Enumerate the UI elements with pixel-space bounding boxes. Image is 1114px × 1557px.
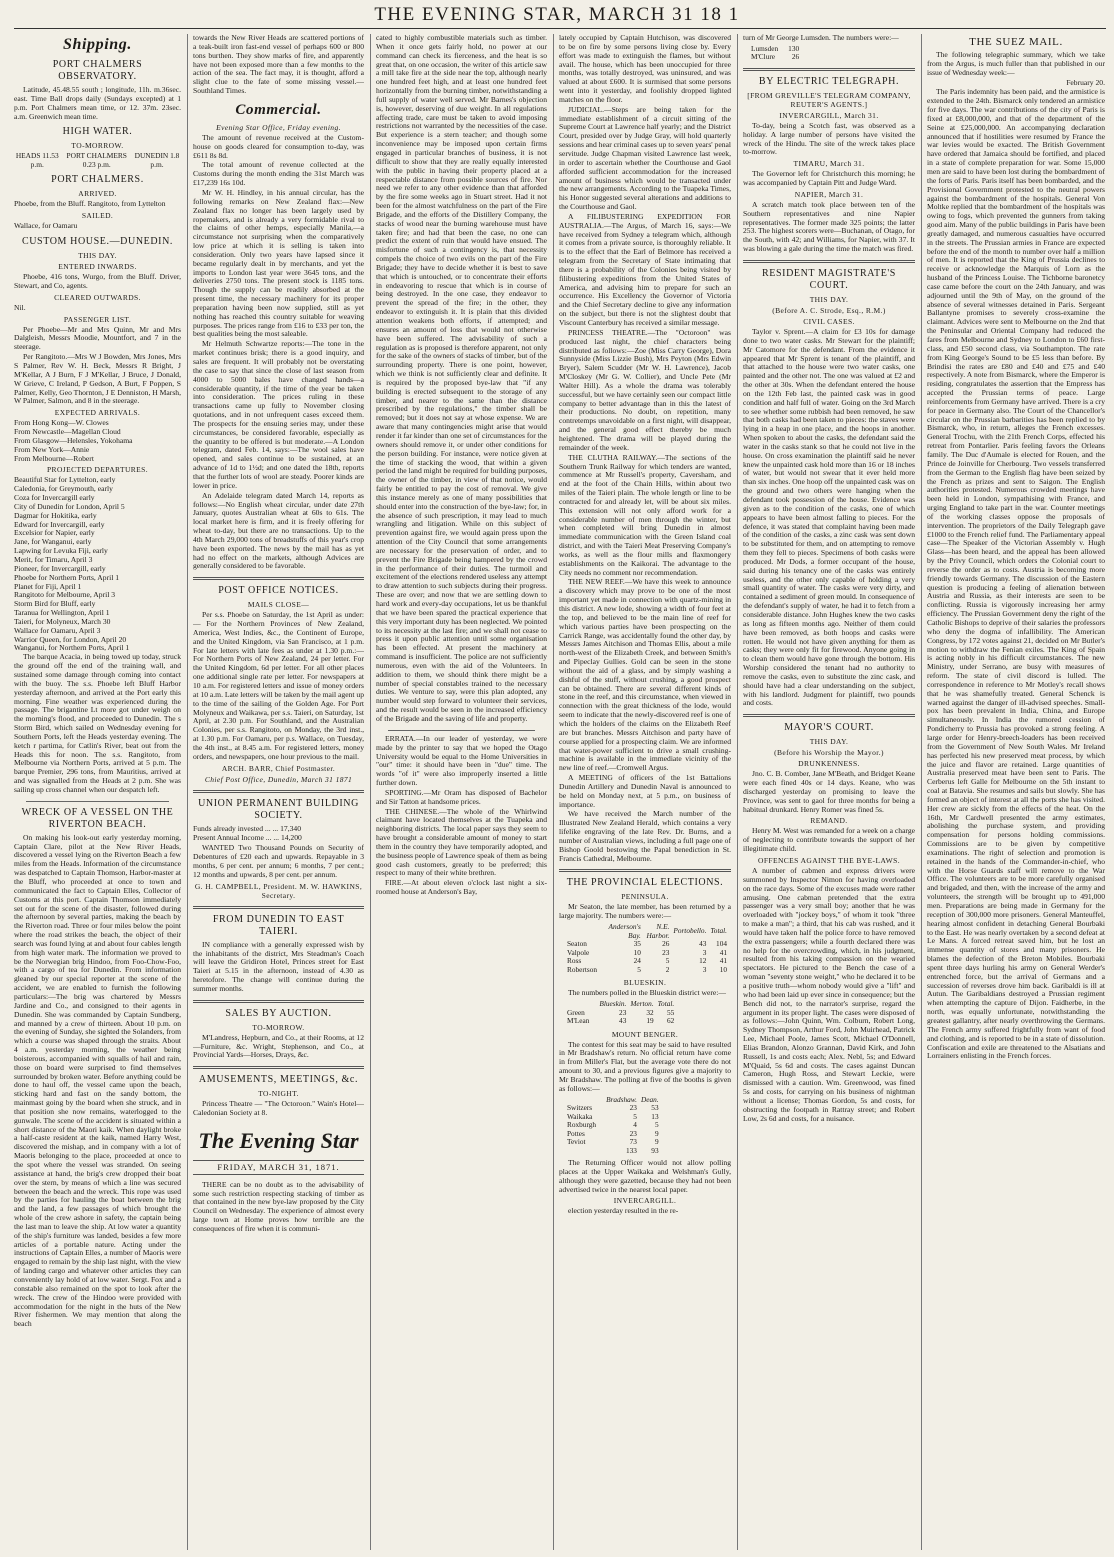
section-rule [26, 801, 169, 802]
expected-arrivals-list [14, 419, 181, 463]
mount-benger-sub: MOUNT BENGER. [611, 1029, 679, 1039]
blueskin-table [567, 1000, 678, 1026]
remand-text: Henry M. West was remanded for a week on a charge of neglecting to contribute towards the support of her illegitimate child. [743, 826, 915, 854]
table-row: Robertson 5 2 3 10 [567, 964, 727, 974]
observatory-heading: PORT CHALMERS OBSERVATORY. [52, 59, 143, 82]
arrived-label: ARRIVED. [78, 189, 117, 199]
auction-heading: SALES BY AUCTION. [225, 1007, 332, 1019]
custom-house-heading: CUSTOM HOUSE.—DUNEDIN. [21, 236, 174, 248]
column-2 [193, 34, 364, 1554]
tide-port-chalmers: PORT CHALMERS 0.23 p.m. [66, 151, 127, 169]
column-divider [553, 34, 554, 1550]
commercial-heading: Commercial. [235, 101, 322, 118]
table-row: Waikaka 5 13 [567, 1111, 659, 1121]
list-item: Rangitoto for Melbourne, April 3 [14, 590, 116, 600]
section-rule [193, 1066, 364, 1069]
table-row: Lumsden 130 [751, 43, 800, 53]
peninsula-text: Mr Seaton, the late member, has been returned by a large majority. The numbers were:— [559, 902, 731, 921]
union-society-heading: UNION PERMANENT BUILDING SOCIETY. [198, 797, 359, 821]
masthead: THE EVENING STAR, MARCH 31 18 1 [374, 4, 740, 25]
table-header-row: Blueskin. Merton. Total. [599, 999, 675, 1008]
list-item: From New York—Annie [14, 444, 90, 454]
column-1 [14, 34, 181, 1554]
blueskin-text: The numbers polled in the Blueskin district were:— [568, 988, 726, 998]
commercial-text-2: The total amount of revenue collected at the Customs during the month ending the 31st March was £17,239 16s 10d. [193, 160, 364, 188]
telegraph-dateline: INVERCARGILL, March 31. [779, 110, 879, 120]
section-rule [388, 730, 535, 731]
entered-label: ENTERED INWARDS. [58, 262, 137, 272]
telegraph-heading: BY ELECTRIC TELEGRAPH. [758, 75, 900, 87]
table-header-row: Anderson's Bay. N.E. Harbor. Portobello. Total. [608, 922, 727, 940]
wreck-continued-text: towards the New River Heads are scattered portions of a teak-built iron fast-end vessel of perhaps 600 or 800 tons burthen. They show marks of fire, and apparently have not been exposed more than a few months to the action of the sea. The fact may, it is thought, afford a slight clue to the fate of some missing vessel.—Southland Times. [193, 34, 364, 96]
section-rule [193, 577, 364, 580]
union-income: Present Annual Income ... ... 14,200 [193, 833, 302, 843]
passenger-list-label: PASSENGER LIST. [63, 314, 132, 324]
passenger-text-2: Per Rangitoto.—Mrs W J Bowden, Mrs Jones, Mrs S Palmer, Rev W. H. Beck, Messrs R Bright, J M'Kellar, A J Burn, F J M'Kellar, J Bruce, J Donald, W Grieve, C Ireland, P Gedson, A Burt, F Poppen, S Palmer, Kelly, Geo Thornton, J E Denniston, H Marsh, W Palmer, Salmon, and 8 in the steerage. [14, 352, 181, 406]
arrived-text: Phoebe, from the Bluff. Rangitoto, from Lyttelton [14, 199, 166, 209]
table-row: Green 23 32 55 [567, 1007, 675, 1017]
table-row: Roxburgh 4 5 [567, 1120, 659, 1130]
custom-house-day: THIS DAY. [78, 251, 117, 261]
list-item: Edward for Invercargill, early [14, 519, 105, 529]
list-item: Caledonia, for Greymouth, early [14, 484, 113, 494]
list-item: Excelsior for Napier, early [14, 528, 95, 538]
theatre-text: PRINCESS THEATRE.—The "Octoroon" was produced last night, the chief characters being distributed as follows:—Zoe (Miss Carry George), Dora Sunnyside (Miss Lizzie Bush), Mrs Peyton (Mrs Edwin Bryer), Salem Scudder (Mr W. H. Lawrence), Jacob M'Closkey (Mr G. W. Collier), and Uncle Pete (Mr Walter Hill). As a whole the drama was tolerably successful, but we have certainly seen our compact little company to better advantage than in this the latest of their productions. No doubt, on repetition, many contretemps unavoidable on a first night, will disappear, and the general good effect thereby be much heightened. The drama will be played during the remainder of the week. [559, 327, 731, 452]
auction-text: M'Landress, Hepburn, and Co., at their Rooms, at 12—Furniture, &c. Wright, Stephenson, and Co., at Provincial Yards—Horses, Drays, &c. [193, 1032, 364, 1060]
table-total-row: 133 93 [626, 1145, 659, 1155]
commercial-text-4: Mr Helmuth Schwartze reports:—The tone in the market continues brisk; there is a good inquiry, and sales are frequent. It will probably not be overstating the case to say that since the close of last season from 4000 to 5000 bales have changed hands—a considerable quantity, if the time of the year be taken into consideration. The prices ruling in these transactions came up fully to November closing quotations, and in not unfrequent cases exceed them. The prospects for the ensuing series may, under these circumstances, be considered favorable, especially as the quantity to be offered is but moderate.—A London telegram, dated Feb. 14, says:—The wool sales have opened, and sales continue to be sustained, at an advance of 1d to 1½d; and one dated the 18th, reports that the further lots of wool are steady. Poorer kinds are lower in price. [193, 339, 364, 490]
table-row: Ross 24 5 12 41 [567, 956, 727, 966]
list-item: From Newcastle—Magellan Cloud [14, 427, 121, 437]
editorial-masthead: The Evening Star [198, 1127, 359, 1153]
mails-close-label: MAILS CLOSE— [247, 600, 310, 610]
tide-table [14, 152, 181, 169]
bye-laws-text: A number of cabmen and express drivers were summoned by Inspector Nimon for having overloaded on the race days. Some of the excuses made were rather amusing. One cabman pretended that the extra passenger was a very small boy; another that he was overloaded with "jockey boys," of whom it took "three to make a man"; a third, that his cab was rushed, and it would have taken half the police force to have removed the extra passengers; while a fourth declared there was no help for the overcrowding, which, in his judgment, resulted from his taking compassion on the wearied spectators. He pictured to the Bench the case of a woman "seventy stone weight," who he declared it to be a positive truth—whom nobody would give a "lift" and who had been laid up ever since in consequence; but the Bench did not, to the narrator's surprise, regard the argument in its proper light. The cases were disposed of as follows:—John Quinn, Wm. Colburn, Robert Long, Sydney Thompson, Arthur Ford, John Muirhead, Patrick Lee, Michael Poole, James Scott, Michael O'Donnell, Elias Brandon, Alonzo Grannan, David Kirk, and John Russell, 1s and costs each; Alex. Nebl, 5s; and Edward M'Quaid, 5s 6d and costs. The cases against Duncan Cameron, Hugh Ross, and Stewart Leckie, were dismissed with a caution. Wm. Greenwood, was fined 5s and costs, for carrying on his business of nightman without a license; Thomas Gordon, 5s and costs, for obstructing the footpath in Rattray street; and Robert Low, 2s 6d and costs, for a nuisance. [743, 866, 915, 1123]
column-divider [921, 34, 922, 1550]
list-item: Coza for Invercargill early [14, 493, 95, 503]
mount-benger-after: The Returning Officer would not allow polling places at the Upper Waikaka and Welshman's Gully, although they were gazetted, because they had not been advertised twice in the nearest local paper. [559, 1158, 731, 1194]
table-header-row: Bradshaw. Dean. [606, 1094, 659, 1104]
editorial-dateline: FRIDAY, MARCH 31, 1871. [193, 1160, 364, 1175]
mount-benger-text: The contest for this seat may be said to have resulted in Mr Bradshaw's return. No official return have come in from Miller's Flat, but the average vote there do not amount to 30, and a previous figures give a majority to Mr Bradshaw. The polling at five of the booths is given as follows:— [559, 1039, 731, 1093]
mayors-court-day: THIS DAY. [809, 737, 849, 747]
invercargill-text: election yesterday resulted in the re- [568, 1206, 679, 1216]
east-taieri-text: IN compliance with a generally expressed wish by the inhabitants of the district, Mrs Steadman's Coach will leave the Gridiron Hotel, Princes street for East Taieri at 5.15 in the afternoon, instead of 4.30 as heretofore. The change will continue during the summer months. [193, 939, 364, 993]
amusements-heading: AMUSEMENTS, MEETINGS, &c. [198, 1074, 359, 1086]
port-chalmers-heading: PORT CHALMERS. [51, 174, 144, 186]
suez-mail-heading: THE SUEZ MAIL. [969, 36, 1063, 48]
high-water-sub: TO-MORROW. [71, 141, 124, 151]
remand-label: REMAND. [810, 816, 848, 826]
passenger-text-1: Per Phoebe—Mr and Mrs Quinn, Mr and Mrs Dalgleish, Messrs Moodie, Mountfort, and 7 in the steerage. [14, 324, 181, 352]
section-rule [193, 790, 364, 793]
shipping-news-text: The barque Acacia, in being towed up today, struck the ground off the end of the training wall, and sustained some damage through coming into contact with the buoy. The s.s. Phoebe left Bluff Harbor yesterday afternoon, and arrived at the Port early this morning. Fine weather was experienced during the passage. The brigantine Lt more got under weigh on the morning's flood, and proceeded to Dunedin. The s Storm Bird, which sailed on Wednesday evening for Southern Ports, left the Heads yesterday evening. The ketch r partima, for Catlin's River, beat out from the Heads this for noon. The s.s. Rangitoto, from Melbourne via Northern Ports, arrived at 5 p.m. The barque Premier, 296 tons, from Mauritius, arrived at and was signalled from the Heads at 2 p.m. She was sailing up cross channel when our despatch left. [14, 652, 181, 794]
mount-benger-table [567, 1096, 663, 1156]
commercial-text-3: Mr W. H. Hindley, in his annual circular, has the following remarks on New Zealand flax:—New Zealand flax no longer has been largely used by ropemakers, and is already a very formidable rival to the claims of other hemps, especially Manila,—a circumstance not surprising when the comparatively low price at which it is selling is taken into consideration. Only two years have lapsed since it became regularly dealt in by merchants, and yet the imports to London last year were 3645 tons, and the deliveries 2750 tons. The present stock is 1185 tons. Though the supply can be readily absorbed at the present time, the necessary machinery for its proper preparation having been now supplied, still as yet nothing has reached this country suitable for weaving purposes. The prices range from £16 to £33 per ton, the best qualities being the most saleable. [193, 187, 364, 339]
list-item: Planet for Fiji, April 1 [14, 581, 82, 591]
telegraph-text: A scratch match took place between ten of the Southern representatives and nine Napier representatives. The former made 325 points; the latter 253. The highest scorers were—Buchanan, of Otago, for the South, with 42; and Williams, for Napier, with 37. It was blowing a gale during the time the match was fired. [743, 199, 915, 254]
expected-arrivals-label: EXPECTED ARRIVALS. [54, 408, 141, 418]
wreck-heading: WRECK OF A VESSEL ON THE RIVERTON BEACH. [21, 806, 174, 830]
east-taieri-heading: FROM DUNEDIN TO EAST TAIERI. [212, 913, 345, 937]
judicial-text: JUDICIAL.—Steps are being taken for the immediate establishment of a circuit sitting of the Supreme Court at Lawrence half yearly; and the District Court, presided over by Judge Gray, will hold quarterly sessions and hear criminal cases up to seven years' penal servitude. Judge Chapman visited Lawrence last week, in order to ascertain whether the Courthouse and Gaol afforded sufficient accommodation for the increased amount of business which would be transacted under the new arrangements. According to the Tuapeka Times, his Honor suggested several alterations and additions to the Courthouse and Gaol. [559, 104, 731, 212]
list-item: City of Dunedin for London, April 5 [14, 501, 125, 511]
list-item: Taieri, for Molyneux, March 30 [14, 616, 111, 626]
amusements-text: Princess Theatre — "The Octoroon." Wain's Hotel—Caledonian Society at 8. [193, 1099, 364, 1118]
projected-departures-list [14, 476, 181, 653]
list-item: Jane, for Wanganui, early [14, 537, 92, 547]
tide-dunedin: DUNEDIN 1.8 p.m. [134, 151, 180, 169]
table-row: Seaton 35 26 43 104 [567, 939, 727, 949]
list-item: Phoebe for Northern Ports, April 1 [14, 572, 120, 582]
suez-date: February 20. [1066, 77, 1105, 87]
commercial-office-line: Evening Star Office, Friday evening. [216, 122, 341, 132]
table-row: Teviot 73 9 [567, 1137, 659, 1147]
observatory-text: Latitude, 45.48.55 south ; longitude, 11h. m.36sec. east. Time Ball drops daily (Sundays excepted) at 1 p.m. Port Chalmers mean time, or 12. 37m. 23sec. a.m. Greenwich mean time. [14, 85, 181, 121]
rm-civil-label: CIVIL CASES. [803, 316, 855, 326]
sporting-text: SPORTING.—Mr Oram has disposed of Bachelor and Sir Tatton at handsome prices. [376, 787, 547, 806]
section-rule [193, 906, 364, 909]
rm-court-day: THIS DAY. [809, 294, 849, 304]
invercargill-table [751, 45, 803, 62]
illustrated-herald-text: We have received the March number of the Illustrated New Zealand Herald, which contains a very lifelike engraving of the late Rev. Dr. Burns, and a number of Australian views, including a full page one of Bishop Goold bestowing the Papal benediction in St. Francis Cathedral, Melbourne. [559, 809, 731, 863]
list-item: Merit, for Timaru, April 3 [14, 555, 93, 564]
mayors-court-heading: MAYOR'S COURT. [784, 722, 874, 734]
editorial-text-start: THERE can be no doubt as to the advisability of some such restriction respecting stacking of timber as that contained in the new bye-law proposed by the City Council on Wednesday. The experience of almost every large town at Home proves how terrible are the consequences of fire when it is communi- [193, 1179, 364, 1233]
projected-departures-label: PROJECTED DEPARTURES. [46, 465, 149, 475]
fire-text: FIRE.—At about eleven o'clock last night a six-roomed house at Anderson's Bay, [376, 878, 547, 897]
shipping-heading: Shipping. [63, 36, 132, 53]
drunkenness-text: Jno. C. B. Comber, Jane M'Beath, and Bridget Keane were each fined 40s or 14 days. Keane, who was discharged yesterday on promising to leave the Province, was sent to gaol for three months for being a habitual drunkard. Henry Romer was fined 5s. [743, 769, 915, 814]
invercargill-continued: turn of Mr George Lumsden. The numbers were:— [743, 34, 899, 42]
list-item: Wallace for Oamaru, April 3 [14, 625, 101, 635]
tide-heads: HEADS 11.53 p.m. [15, 151, 59, 169]
column-6 [927, 34, 1105, 1554]
column-divider [187, 34, 188, 1550]
union-signature: G. H. CAMPBELL, President. M. W. HAWKINS, Secretary. [194, 881, 363, 900]
list-item: From Glasgow—Helensles, Yokohama [14, 435, 133, 445]
meeting-text: A MEETING of officers of the 1st Battalions Dunedin Artillery and Dunedin Naval is announced to be held on Monday next, at 5 p.m., on business of importance. [559, 773, 731, 809]
peninsula-table [567, 923, 731, 974]
blueskin-sub: BLUESKIN. [623, 978, 667, 988]
list-item: Wanganui, for Northern Ports, April 1 [14, 643, 130, 653]
wreck-text: On making his look-out early yesterday morning, Captain Clare, pilot at the New River Heads, discovered a vessel lying on the Riverton Beach a few miles from the Heads. Information of the circumstance was despatched to Captain Thomson, Harbor-master at the Bluff, who proceeded at once to town and communicated the fact to Captain Elles, Collector of Customs at this port. Captain Thomson immediately set out for the scene of the disaster, followed during the afternoon by several parties, making the beach by the Riverton road. Three or four miles below the point where the road strikes the beach, the object of their search was found lying at and about four cables length from high water mark. The information we proved to be the Norwegian brig Hindoo, from Foo-Chow-Foo, with a cargo of tea for Dunedin. From information gleaned by our special reporter at the scene of the accident, we are enabled to furnish the following particulars:—The brig was chartered by Messrs Jardine and Co., and consigned to their agents in Dunedin. She was commanded by Captain Sundberg, and manned by a crew of thirteen. About 10 p.m. on the evening of Sunday, she sighted the Solanders, from which a course was shaped through the straits. About 4 a.m. yesterday morning, the weather being boisterous, accompanied with squalls of hail and rain, those on board were surprised to find themselves surrounded by broken water. Before anything could be done to haul off, the vessel came upon the beach, sticking hard and fast on the sandy bottom, the mainmast going by the board when she struck, and in that position she now remains, waterlogged to the gunwale. The scene of the accident is situated within a short distance of the Maori kaik. When daylight broke a half-caste resident at the kaik, named Harry West, discovered the mishap, and in company with a lot of Maoris belonging to the place, proceeded at once to the spot where the vessel was stranded. On seeing assistance at hand, the brig's crew dropped their boat over the stern, by means of which a line was secured between the beach and the wreck. This rope was used by the parties for hauling the boat between the brig and the land, a few passages of which brought the whole of the crew ashore in safety, the captain being the last man to leave the ship. At low water a quantity of the ship's furniture was landed, besides a few more articles of a portable nature. Acting under the instructions of Captain Elles, a number of Maoris were engaged to remain by the ship last night, with the view of landing cargo and whatever other articles they can conveniently lay hold of at low water. Sergt. Fox and a constable also remained on the spot to look after the wreck. The crew of the Hindoo were provided with accommodation for the night in the huts of the New River fishermen. We may mention that along the beach [14, 832, 181, 1329]
peninsula-sub: PENINSULA. [621, 892, 669, 902]
column-5 [743, 34, 915, 1554]
clutha-railway-text: THE CLUTHA RAILWAY.—The sections of the Southern Trunk Railway for which tenders are wanted, commence at Mr Russell's property, Caversham, and end at the foot of the Chain Hills, within about two miles of the Taieri plain. The whole length or line to be contracted for and already let, will be about six miles. This extension will not only afford work for a considerable number of men through the winter, but when completed will bring Dunedin in almost immediate communication with the Green Island coal district, and with the Taieri Meat Preserving Company's works, as well as the flour mills and flaxmongery establishments on the Kaikorai. The advantage to the City needs no comment nor recommendation. [559, 452, 731, 577]
table-row: Pottes 23 9 [567, 1128, 659, 1138]
section-rule [743, 260, 915, 263]
suez-intro: The following telegraphic summary, which we take from the Argus, is much fuller than that published in our issue of Wednesday week:— [927, 50, 1105, 77]
list-item: Taranua for Wellington, April 1 [14, 608, 110, 618]
table-row: Valpole 10 23 3 41 [567, 947, 727, 957]
union-text: WANTED Two Thousand Pounds on Security of Debentures of £20 each and upwards. Repayable in 3 months, 6 per cent. per annum; 6 months, 7 per cent.; 12 months and upwards, 8 per cent. per annum. [193, 843, 364, 879]
column-divider [737, 34, 738, 1550]
drunkenness-label: DRUNKENNESS. [798, 759, 860, 769]
section-rule [193, 1000, 364, 1003]
section-rule [743, 714, 915, 717]
list-item: Lapwing for Levuka Fiji, early [14, 546, 108, 556]
cleared-text: Nil. [14, 302, 26, 312]
rm-court-text: Taylor v. Sprent.—A claim for £3 10s for damage done to two water casks. Mr Stewart for the plaintiff; Mr Catomore for the defendant. From the evidence it appeared that Mr Sprent is tenant of the plaintiff, and that attached to the house were two water casks, one painted and the other not. The one was valued at £2 and the other at 30s. When the defendant entered the house on the 12th Feb last, the painted cask was in good condition and half full of water. Going on the 3rd March to see whether some rubbish had been removed, he saw that both casks had been taken to pieces: the staves were lying in a heap in one place, and the hoops in another. When spoken to about the casks, the defendant said the water in the casks stank so that he could not live in the house. On cross examination the plaintiff said he never knew the unpainted cask hold more than 16 or 18 inches of water, but would not swear that it ever held more than six inches. One hoop off the unpainted cask was on the ground and two others were hanging when the defendant took possession of the house. Evidence was given as to the condition of the casks, one of which appears to have been almost falling to pieces. For the defence, it was stated that complaint having been made of the condition of the casks, a zinc cask was sent down to be substituted for them, and on attempting to remove them they fell to pieces. Specimens of both casks were produced. Mr Dods, a former occupant of the house, said during his tenancy one of the casks was entirely useless, and the other only capable of holding a very small quantity of water. The casks were very dirty, and contained a sediment of green mould. In consequence of the defendant's supply of water, he had it to fetch from a considerable distance. John Hughes knew the two casks as long as fifteen months ago. Neither of them could have been removed, as both hoops and casks were rotten. He would not have given anything for them as casks; they were only fit for firewood. Anyone going in to clean them would have gone through the bottom. His Worship considered the tenant had no authority to remove the casks, even to substitute the zinc cask, and should have had a clear understanding on the subject, with his landlord. Judgment for plaintiff, two pounds and costs. [743, 326, 915, 708]
union-funds: Funds already invested ... ... 17,340 [193, 823, 301, 833]
telegraph-dateline: TIMARU, March 31. [793, 159, 865, 169]
list-item: Warrior Queen, for London, April 20 [14, 634, 127, 644]
telegraph-source: [FROM GREVILLE'S TELEGRAM COMPANY, REUTER'S AGENTS.] [747, 90, 911, 109]
post-office-text: Per s.s. Phoebe on Saturday, the 1st April as under:— For the Northern Provinces of New Zealand, America, West Indies, &c., the Continent of Europe, and the United Kingdom, via San Francisco, at 1 p.m. For late letters with late fees as under at 1.30 p.m.:— For Northern Ports of New Zealand, 24 per letter. For the United Kingdom, 6d per letter. For all other places one additional single rate per letter. For newspapers at 10 a.m. For registered letters and issue of money orders at 10 a.m. Late letters will be taken by the mail agent up to the time of the sailing of the Golden Age. For Port Molyneux and Waikawa, per s.s. Taieri, on Saturday, 1st April, at 2.30 p.m. For Southland, and the Australian Colonies, per s.s. Rangitoto, on Monday, the 3rd inst., at 1.30 p.m. For Oamaru, per p.s. Wallace, on Tuesday, the 4th inst., at 8.45 a.m. For registered letters, money orders, and newspapers, one hour previous to the mail. [193, 610, 364, 761]
sailed-label: SAILED. [81, 211, 114, 221]
entered-text: Phoebe, 416 tons, Wurgo, from the Bluff. Driver, Stewart, and Co, agents. [14, 272, 181, 290]
suez-text: The Paris indemnity has been paid, and the armistice is extended to the 24th. Bismarck only tendered an armistice for five days. The war contributions of the city of Paris is fixed at £8,000,000, and that of the department of the Seine at £25,000,000. An accompanying declaration announced that if hostilities were resumed by France the war levies would be exacted. The British Government have ordered that Jamaica should be fortified, and placed in a state of complete preparation for war. Some 15,000 men are said to have been lost during the bombardment of the forts of Paris. Paris itself has been bombarded, and the Provisional Government protested to the neutral powers against the bombardment of the hospitals. General Von Moltke replied that the bombardment of the hospitals was owing to fogs, which prevented the gunners from taking good aim. Many of the public buildings in Paris have been greatly damaged, and numerous casualties have occurred in the streets. The Prussian armies in France are expected before the end of the month to number over half a million of men. It is reported that the King of Prussia declines to receive or acknowledge the Marquis of Lorn as the husband of the Princess Louise. The Tichborne baronetcy case came before the court on the 24th January, and was adjourned until the 9th of May, on the ground of the absence of several witnesses detained in Paris. Sergeant Ballantyne promises to severely cross-examine the claimant. Advices were sent to Melbourne on the 2nd that the Peninsular and Oriental Company had reduced the fares from Melbourne and Sydney to London to £60 first-class, and £50 second class, via Southampton. The rate from King George's Sound to be £5 less than before. By Brindisi the rates are £80 and £40 and £75 and £40 respectively. A note from Bismarck, where the Emperor is residing, congratulates the assertion that the Empress has accepted the Prussian terms of peace. Large reinforcements from Germany have arrived. There is a cry for peace in Germany also. The Court of the Chancellor's circular on the Prussian barbarities has been replied to by Bismarck, who, in return, alleges the French excesses. General Trochu, with the 21th French Corps, effected his retreat from Pontarlier. Paris feeling favors the Orleans family. The Duc d'Aumale is elected for Rouen, and the Prince de Joinville for Cherbourg. Two vessels transferred from the German to the English flag have been seized by the French as prizes and sent to Saigon. The English authorities protested. Numerous crowded meetings have been held in London, sympathising with France, and urging England to take part in the war. Counter meetings of the working classes oppose the proposals of intervention. The proprietors of the Daily Telegraph gave £1000 to the French relief fund. The Parliamentary appeal case—The Speaker of the Victorian Assembly v. Hugh Glass—has been heard, and the appeal has been allowed by the Privy Council, which orders the Colonial court to reverse the order as to costs. Austria is becoming more friendly towards Germany. The discussion of the Eastern question is producing a feeling of alienation between Austria and Russia, as their interests are seen to be conflicting. Russia is vigorously increasing her army efficiency. The Prussian Government deny the right of the Catholic Bishops to deprive of their salaries the professors who deny the dogma of infallibility. The American Congress, by 172 votes against 21, decided on Mr Butler's motion to withdraw the Fenian exiles. The King of Spain is acting nobly in his difficult circumstances. The new Ministry, under Serrano, are busy with measures of reform. The state of civil discord is lulled. The correspondence in reference to Mr Motley's recall shows that he was shamefully treated. General Schenck is warned against the danger of ill-advised speeches. Small-pox has been prevalent in India, China, and Europe simultaneously. In India the rumored cession of Pondicherry to Prussia has provoked a strong feeling. A large order for Henry-breech-loaders has been received from the Government of New South Wales. Mr Ireland has perfected his new preserved meat process, by which the juice and flavor are retained. Large quantities of Australia preserved meat have been sent to Paris. The Cerberus left Galle for Melbourne on the 5th instant to coal at Batavia. She resumes and sails but slowly. She has formed an object of interest at all the ports she has visited. Her crew are sickly from the effects of the heat. On the 16th, Mr Cardwell presented the army estimates, abolishing the purchase system, and providing compensation for persons holding commissions. Commissions are to be given by competitive examinations. The right of selection and promotion is retained in the hands of the Commander-in-chief, who with the Horse Guards staff will remove to the War Office. The volunteers are to be more carefully organised and brigaded, and then, with the increase of the army and volunteers, the strength will be brought up to 491,000 men. Preparations are being made in Germany for the reception of 300,000 more prisoners. General Manteuffel, hearing almost confident in detaching General Bourbaki to the East. He was nearly overtaken by a second defeat at Le Mans. A forced retreat saved him, but he lost an immense quantity of stores and many prisoners. He blames the defection of the Breton Mobiles. Bourbaki spent three days hurling his army on General Werder's entrenched force, but the arrival of Germans and a succession of reverses drove him back. Garibaldi is ill at Autun. The Garibaldians destroyed a Prussian regiment when attempting the capture of Dijon. Faidherbe, in the north, was equally unfortunate, notwithstanding the greatest gallantry, after nearly overthrowing the Germans. The French army suffered frightfully from want of food and clothing, and is reported to be in a state of dissolution. Confiscation and exile are threatened to the Alsatians and Lorrainers enlisting in the French forces. [927, 87, 1105, 1061]
section-rule [559, 869, 731, 872]
list-item: Pioneer, for Invercargill, early [14, 563, 106, 573]
fire-continued-text: lately occupied by Captain Hutchison, was discovered to be on fire by some persons living close by. Every effort was made to extinguish the flames, but without avail. The house, which has been unoccupied for three months, was totally destroyed, was uninsured, and was valued at about £600. It is surmised that some persons went into it yesterday, and foolishly dropped lighted matches on the floor. [559, 34, 731, 104]
sailed-text: Wallace, for Oamaru [14, 221, 78, 231]
rm-court-heading: RESIDENT MAGISTRATE'S COURT. [762, 267, 896, 291]
telegraph-dateline: NAPIER, March 31. [794, 189, 864, 199]
column-divider [370, 34, 371, 1550]
bye-laws-label: OFFENCES AGAINST THE BYE-LAWS. [758, 856, 900, 865]
table-row: M'Lean 43 19 62 [567, 1016, 675, 1025]
telegraph-text: The Governor left for Christchurch this morning; he was accompanied by Captain Pitt and Judge Ward. [743, 169, 915, 188]
filibuster-text: A FILIBUSTERING EXPEDITION FOR AUSTRALIA.—The Argus, of March 16, says:—We have received from Sydney a telegram which, although it comes from a private source, is thoroughly reliable. It is to the effect that the Earl of Belmore has received a telegram from the Secretary of State intimating that there is a probability of the Colonies being visited by filibustering expeditions from the United States of America, and advising him to prepare for such an occurrence. His Excellency the Governor of Victoria and the Chief Secretary decline to give any information on the subject, but there is not the slightest doubt that Viscount Canterbury has received a similar message. [559, 211, 731, 327]
editorial-text: cated to highly combustible materials such as timber. When it once gets fairly hold, no power at our command can check its fierceness, and the heat is so great that, on one occasion, the writer of this article saw a mill take fire at the side near the top, although nearly one hundred feet high, and at least one hundred feet horizontally from the burning timber, notwithstanding a full supply of water well served. Mr Barnes's objection is, however, deserving of due weight. In all regulations affecting trade, care must be taken to avoid imposing restrictions not warranted by the necessities of the case. But experience is a stern teacher; and though some inconvenience may be imposed upon certain firms engaged in particular branches of business, it is not difficult to show that they are really equally interested with the public in having their property placed at a respectable distance from possible sources of fire. Nor need we refer to any other evidence than that afforded by the fire some weeks ago in Stuart street. Had it not been for the almost watchfulness on the part of the Fire Brigade, and the efforts of the Distillery Company, the stacks of wood near the burning warehouse must have taken fire; and had that been the case, no one can predict the extent of ruin that would have ensued. The misfortune of such a contingency is, that necessity compels the choice of two evils on the part of the Fire Brigade; they have to decide whether it is best to save that which is untouched, or to concentrate their efforts in endeavoring to rescue that which is in course of being destroyed. In the one case, they endeavor to prevent the spread of the fire; in the other, they endeavor to extinguish it. It is plain that this divided attention weakens both efforts, if attempted; and ensures an amount of loss that would not otherwise have been suffered. The advisability of such a regulation as is proposed is therefore apparent, not only for the sake of the owners of stacks of timber, but of the surrounding property. There is one point, however, which we think is not sufficiently clear and definite. It is required by the proposed bye-law that "if any building is erected subsequent to the storage of any timber, and nearer to the same than the distance prescribed by the regulations," the timber shall be removed; but it does not say at whose expense. We are aware that many contingencies might arise that would render it far kinder than one set of circumstances for the owners should remove it, or under other conditions for the person building. For instance, were notice given at the time of stacking the wood, that within a given period the land might be required for building purposes, the owner of the timber, in view of that notice, would fairly be entitled to pay the cost of removal. We give this instance merely as one of many possibilities that should enter into the construction of the bye-law; for, in the absence of such prescription, it may lead to much wrangling and litigation. While on this subject of prevention against fire, we would again press upon the attention of the City Council that some arrangements are necessary for the preservation of order, and to prevent the Fire Brigade being hampered by the crowd in the performance of their duties. The turmoil and excitement of the elections rendered useless any attempt to draw attention to such subjects during their progress. These are over; and now that we are settling down to hard work and every-day occupations, let us be thankful that we have been spared the practical experience that this very important duty has been neglected. We pointed to its necessity at the last fire; and we shall not cease to press it upon public attention until some organisation has been effected. At present the machinery at command is insufficient. The police are not sufficiently numerous, even with the aid of the Volunteers. In addition to them, we should think there might be a number of special constables trained to the necessary duties. We venture to say, were this plan adopted, any number would step forward to volunteer their services, and the result would be seen in the increased efficiency of the Brigade and the saving of life and property. [376, 34, 547, 723]
column-4 [559, 34, 731, 1554]
high-water-heading: HIGH WATER. [62, 126, 133, 138]
column-3 [376, 34, 547, 1554]
new-reef-text: THE NEW REEF.—We have this week to announce a discovery which may prove to be one of the most important yet made in connection with quartz-mining in this district. A new lode, showing a width of four feet at the top, and believed to be the main line of reef for which various parties have been prospecting on the Carrick Range, was accidentally found the other day, by Messrs James Aitchison and Thomas Ellis, about a mile north-west of the Elizabeth Creek, and between Smith's and Pipeclay Gullies. Gold can be seen in the stone without the aid of a glass, and by simply washing a dishful of the stuff, without crushing, a good prospect can be obtained. There are several different kinds of stone in the reef, and this circumstance, when viewed in connection with the great thickness of the lode, would seem to indicate that the newly-discovered reef is one of which the holders of the claims on the Elizabeth Reef are but branches. Messrs Aitchison and party have of course applied for a prospecting claim. We are informed that water-power sufficient to drive a small crushing-machine is available in the immediate vicinity of the new line of reef.—Cromwell Argus. [559, 577, 731, 773]
auction-sub: TO-MORROW. [252, 1022, 305, 1032]
list-item: Storm Bird for Bluff, early [14, 599, 96, 609]
mayors-court-before: (Before his Worship the Mayor.) [774, 748, 884, 758]
telegraph-text: To-day, being a Scotch fast, was observed as a holiday. A large number of persons have visited the wreck of the Hindu. The site of the wreck takes place to-morrow. [743, 120, 915, 157]
errata-text: ERRATA.—In our leader of yesterday, we were made by the printer to say that we hoped the Otago University would be equal to the Home Universities in "our" time: it should have been in "due" time. The words "of it" were also improperly inserted a little further down. [376, 733, 547, 788]
post-office-signature: ARCH. BARR, Chief Postmaster. [221, 763, 336, 773]
list-item: Beautiful Star for Lyttelton, early [14, 475, 116, 485]
rm-court-before: (Before A. C. Strode, Esq., R.M.) [772, 305, 886, 315]
invercargill-sub: INVERCARGILL. [613, 1196, 677, 1206]
commercial-text-1: The amount of revenue received at the Custom-house on goods cleared for consumption to-day, was £611 8s 8d. [193, 132, 364, 160]
cleared-label: CLEARED OUTWARDS. [54, 292, 141, 302]
table-row: M'Clure 26 [751, 52, 800, 62]
list-item: Dagmar for Hokitika, early [14, 510, 97, 520]
provincial-elections-heading: THE PROVINCIAL ELECTIONS. [566, 877, 724, 889]
masthead-rule [14, 28, 1106, 29]
section-rule [743, 68, 915, 71]
table-row: Switzers 23 53 [567, 1103, 659, 1113]
chinese-text: THE CHINESE.—The whole of the Whirlwind claimant have located themselves at the Tuapeka and neighboring districts. The local paper says they seem to have brought a considerable amount of money to start them in the country they have temporarily adopted, and the business people of Lawrence speak of them as being good cash customers, greatly to be preferred; this respect to many of their white brethren. [376, 806, 547, 878]
post-office-heading: POST OFFICE NOTICES. [218, 585, 339, 597]
list-item: From Hong Kong—W. Clowes [14, 418, 109, 428]
amusements-sub: TO-NIGHT. [258, 1089, 299, 1099]
list-item: From Melbourne—Robert [14, 453, 94, 463]
post-office-place: Chief Post Office, Dunedin, March 31 1871 [204, 774, 353, 784]
commercial-text-5: An Adelaide telegram dated March 14, reports as follows:—No English wheat circular, under date 27th January, quotes Australian wheat at 60s to 61s. The local market here is firm, and it is freely offering for wheat to-day, but there are no transactions. Up to the 4th March 29,000 tons of breadstuffs of this year's crop have been exported. The news by the mail has as yet had no effect on the markets, although Advices are generally considered to be favorable. [193, 490, 364, 571]
